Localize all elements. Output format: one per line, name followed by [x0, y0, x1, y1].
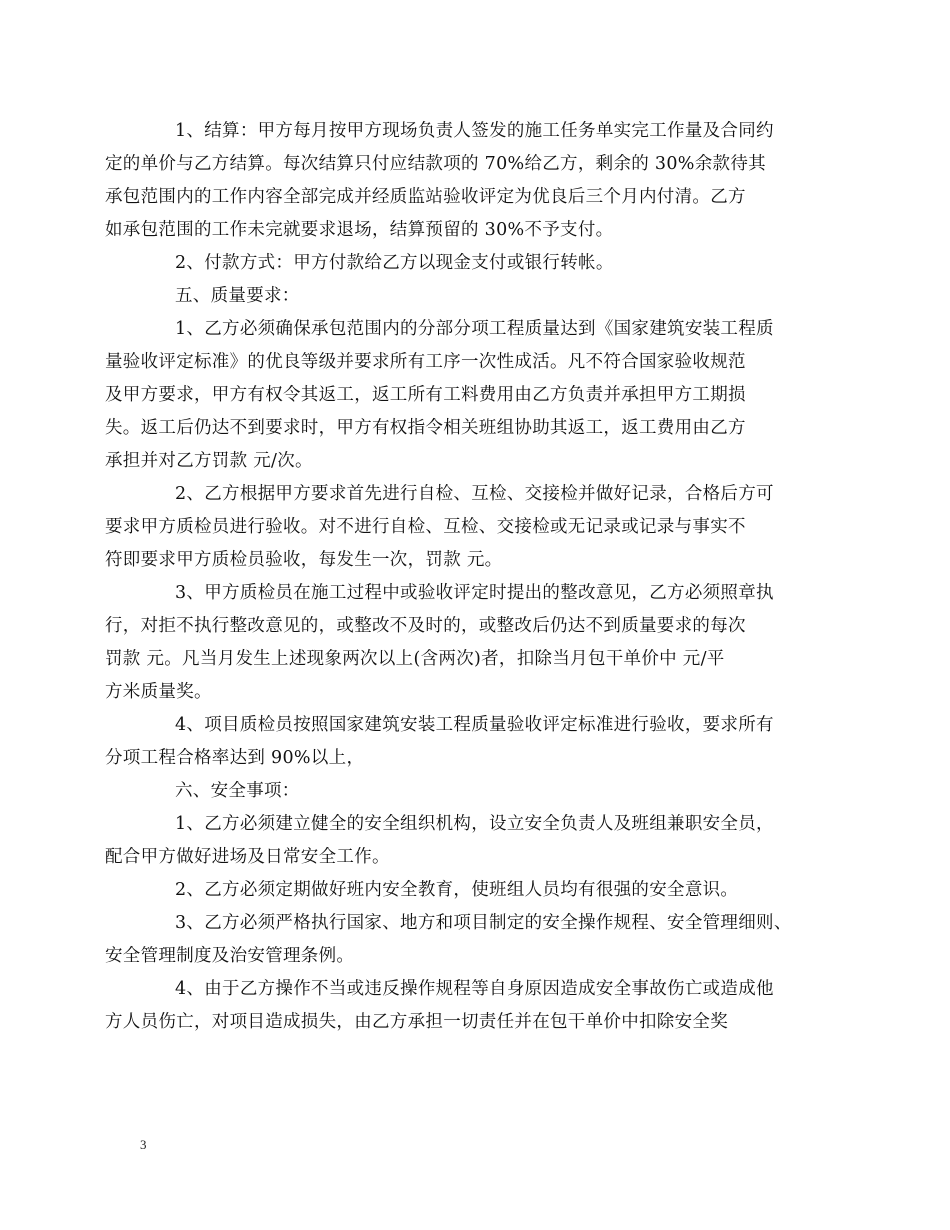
text-line: 承担并对乙方罚款 元/次。 [105, 451, 313, 471]
text-line: 符即要求甲方质检员验收，每发生一次，罚款 元。 [105, 550, 503, 570]
text-line: 1、乙方必须建立健全的安全组织机构，设立安全负责人及班组兼职安全员， [175, 814, 774, 834]
text-line: 量验收评定标准》的优良等级并要求所有工序一次性成活。凡不符合国家验收规范 [105, 352, 746, 372]
paragraph-safety-2 [140, 874, 820, 907]
text-line: 六、安全事项： [175, 781, 300, 801]
text-line: 安全管理制度及治安管理条例。 [105, 946, 355, 966]
text-line: 行，对拒不执行整改意见的，或整改不及时的，或整改后仍达不到质量要求的每次 [105, 616, 746, 636]
text-line: 配合甲方做好进场及日常安全工作。 [105, 847, 390, 867]
paragraph-quality-2 [105, 478, 820, 577]
text-line: 方人员伤亡，对项目造成损失，由乙方承担一切责任并在包干单价中扣除安全奖 [105, 1012, 728, 1032]
paragraph-safety-3 [105, 907, 820, 973]
paragraph-settlement [105, 115, 820, 247]
text-line: 失。返工后仍达不到要求时，甲方有权指令相关班组协助其返工，返工费用由乙方 [105, 418, 746, 438]
paragraph-safety-1 [105, 808, 820, 874]
paragraph-payment [140, 247, 820, 280]
text-line: 方米质量奖。 [105, 682, 212, 702]
text-line: 及甲方要求，甲方有权令其返工，返工所有工料费用由乙方负责并承担甲方工期损 [105, 385, 746, 405]
text-line: 2、乙方必须定期做好班内安全教育，使班组人员均有很强的安全意识。 [175, 880, 739, 900]
text-line: 4、由于乙方操作不当或违反操作规程等自身原因造成安全事故伤亡或造成他 [175, 979, 774, 999]
paragraph-quality-3 [105, 577, 820, 709]
text-line: 定的单价与乙方结算。每次结算只付应结款项的 70%给乙方，剩余的 30%余款待其 [105, 154, 766, 174]
paragraph-safety-4 [105, 973, 820, 1039]
text-line: 如承包范围的工作未完就要求退场，结算预留的 30%不予支付。 [105, 220, 614, 240]
text-line: 承包范围内的工作内容全部完成并经质监站验收评定为优良后三个月内付清。乙方 [105, 187, 746, 207]
text-line: 4、项目质检员按照国家建筑安装工程质量验收评定标准进行验收，要求所有 [175, 715, 774, 735]
text-line: 罚款 元。凡当月发生上述现象两次以上(含两次)者，扣除当月包干单价中 元/平 [105, 649, 725, 669]
text-line: 五、质量要求： [175, 286, 300, 306]
page-number: 3 [140, 1137, 147, 1152]
paragraph-section-safety [140, 775, 820, 808]
paragraph-quality-1 [105, 313, 820, 478]
document-body [105, 115, 820, 1039]
paragraph-section-quality [140, 280, 820, 313]
text-line: 2、付款方式：甲方付款给乙方以现金支付或银行转帐。 [175, 253, 614, 273]
text-line: 1、乙方必须确保承包范围内的分部分项工程质量达到《国家建筑安装工程质 [175, 319, 774, 339]
text-line: 分项工程合格率达到 90%以上， [105, 748, 365, 768]
paragraph-quality-4 [105, 709, 820, 775]
text-line: 3、甲方质检员在施工过程中或验收评定时提出的整改意见，乙方必须照章执 [175, 583, 774, 603]
text-line: 2、乙方根据甲方要求首先进行自检、互检、交接检并做好记录，合格后方可 [175, 484, 774, 504]
text-line: 要求甲方质检员进行验收。对不进行自检、互检、交接检或无记录或记录与事实不 [105, 517, 746, 537]
text-line: 1、结算：甲方每月按甲方现场负责人签发的施工任务单实完工作量及合同约 [175, 121, 774, 141]
text-line: 3、乙方必须严格执行国家、地方和项目制定的安全操作规程、安全管理细则、 [175, 913, 792, 933]
